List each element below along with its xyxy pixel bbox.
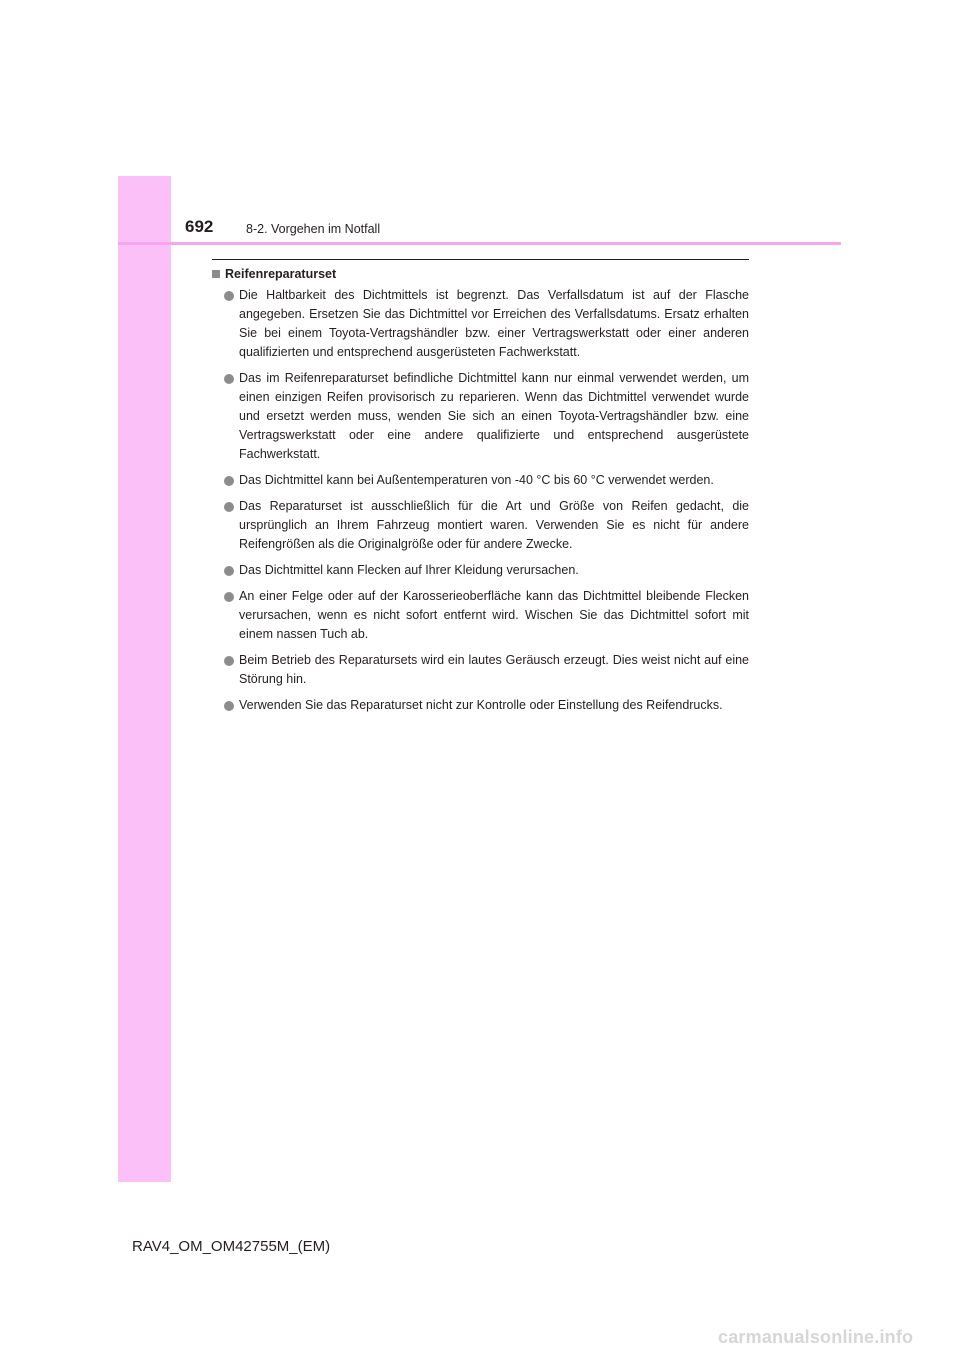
content-section bbox=[212, 265, 749, 722]
list-item-text: Das Dichtmittel kann Flecken auf Ihrer Kleidung verursachen. bbox=[239, 563, 579, 577]
document-code: RAV4_OM_OM42755M_(EM) bbox=[132, 1238, 331, 1255]
list-item bbox=[212, 286, 749, 362]
section-heading-text: Reifenreparaturset bbox=[225, 267, 337, 281]
circle-bullet-icon bbox=[224, 592, 234, 602]
circle-bullet-icon bbox=[224, 701, 234, 711]
circle-bullet-icon bbox=[224, 656, 234, 666]
section-heading bbox=[212, 265, 749, 283]
list-item-text: An einer Felge oder auf der Karosserieoberfläche kann das Dichtmittel bleibende Flecken verursachen, wenn es nicht sofort entfernt wird. Wischen Sie das Dichtmittel sofort mit einem nassen Tuch ab. bbox=[239, 589, 749, 641]
header-rule bbox=[118, 242, 841, 245]
list-item bbox=[212, 651, 749, 689]
list-item bbox=[212, 497, 749, 554]
list-item bbox=[212, 369, 749, 464]
watermark: carmanualsonline.info bbox=[718, 1327, 914, 1347]
side-color-band bbox=[118, 176, 171, 1182]
list-item-text: Das im Reifenreparaturset befindliche Dichtmittel kann nur einmal verwendet werden, um einen einzigen Reifen provisorisch zu reparieren. Wenn das Dichtmittel verwendet wurde und ersetzt werden muss, wenden Sie sich an einen Toyota-Vertragshändler bzw. eine Vertragswerkstatt oder eine andere qualifizierte und entsprechend ausgerüstete Fachwerkstatt. bbox=[239, 371, 749, 461]
list-item-text: Das Reparaturset ist ausschließlich für die Art und Größe von Reifen gedacht, die ursprünglich an Ihrem Fahrzeug montiert waren. Verwenden Sie es nicht für andere Reifengrößen als die Originalgröße oder für andere Zwecke. bbox=[239, 499, 749, 551]
circle-bullet-icon bbox=[224, 374, 234, 384]
content-divider bbox=[212, 259, 749, 260]
section-title: 8-2. Vorgehen im Notfall bbox=[246, 222, 381, 236]
circle-bullet-icon bbox=[224, 291, 234, 301]
list-item-text: Verwenden Sie das Reparaturset nicht zur Kontrolle oder Einstellung des Reifendrucks. bbox=[239, 698, 723, 712]
list-item bbox=[212, 561, 749, 580]
circle-bullet-icon bbox=[224, 566, 234, 576]
list-item bbox=[212, 587, 749, 644]
list-item-text: Das Dichtmittel kann bei Außentemperaturen von -40 °C bis 60 °C verwendet werden. bbox=[239, 473, 714, 487]
list-item-text: Beim Betrieb des Reparatursets wird ein lautes Geräusch erzeugt. Dies weist nicht auf eine Störung hin. bbox=[239, 653, 749, 686]
list-item bbox=[212, 471, 749, 490]
circle-bullet-icon bbox=[224, 476, 234, 486]
bullet-list bbox=[212, 286, 749, 715]
circle-bullet-icon bbox=[224, 502, 234, 512]
square-bullet-icon bbox=[212, 270, 220, 278]
page-number: 692 bbox=[185, 217, 214, 236]
list-item-text: Die Haltbarkeit des Dichtmittels ist begrenzt. Das Verfallsdatum ist auf der Flasche angegeben. Ersetzen Sie das Dichtmittel vor Erreichen des Verfallsdatums. Ersatz erhalten Sie bei einem Toyota-Vertragshändler bzw. einer Vertragswerkstatt oder einer anderen qualifizierten und entsprechend ausgerüsteten Fachwerkstatt. bbox=[239, 288, 749, 359]
list-item bbox=[212, 696, 749, 715]
